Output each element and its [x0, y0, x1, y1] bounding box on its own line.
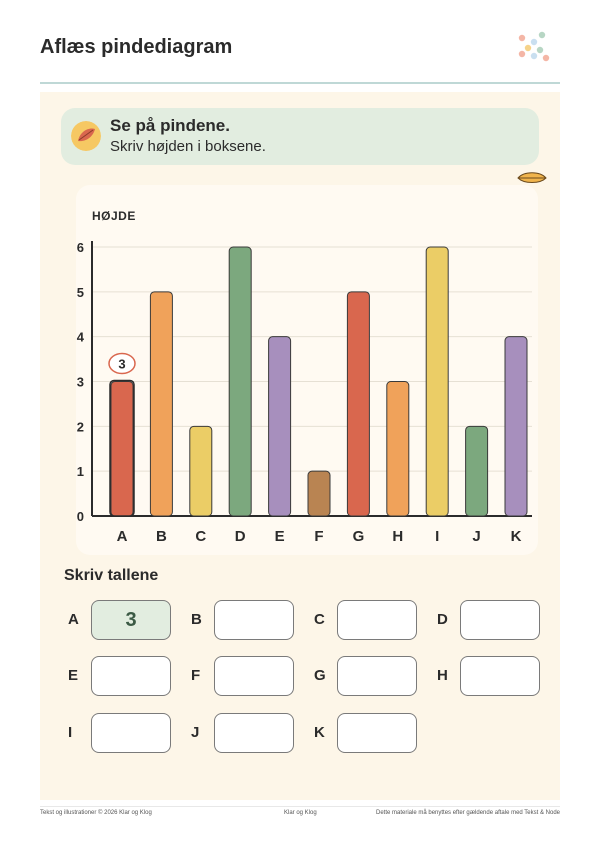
x-tick-label: B: [155, 528, 167, 545]
answer-box-i[interactable]: [91, 713, 171, 753]
bar-a: [111, 382, 133, 517]
page-title: Aflæs pindediagram: [40, 36, 233, 58]
bar-d: [229, 247, 251, 516]
answer-box-f[interactable]: [214, 656, 294, 696]
x-tick-label: F: [314, 528, 324, 545]
answer-box-j[interactable]: [214, 713, 294, 753]
y-axis-label: HØJDE: [92, 209, 136, 223]
answer-label-d: D: [437, 611, 448, 628]
answer-label-a: A: [68, 611, 79, 628]
x-tick-label: H: [392, 528, 404, 545]
answer-box-h[interactable]: [460, 656, 540, 696]
answer-label-g: G: [314, 667, 326, 684]
x-tick-label: K: [510, 528, 522, 545]
answer-label-j: J: [191, 724, 200, 741]
bar-f: [308, 471, 330, 516]
y-tick-label: 6: [76, 240, 84, 255]
y-tick-label: 1: [76, 464, 84, 480]
bar-h: [387, 382, 409, 517]
bar-j: [466, 426, 488, 516]
answer-box-a[interactable]: 3: [91, 600, 171, 640]
answer-label-c: C: [314, 611, 325, 628]
answer-box-c[interactable]: [337, 600, 417, 640]
instruction-subtitle: Skriv højden i boksene.: [110, 138, 266, 155]
x-tick-label: I: [435, 528, 440, 545]
answer-label-b: B: [191, 611, 202, 628]
bar-k: [505, 337, 527, 516]
footer-right: Dette materiale må benyttes efter gældende aftale med Tekst & Node: [376, 810, 560, 816]
answer-label-k: K: [314, 724, 325, 741]
y-tick-label: 5: [76, 284, 84, 300]
footer-center: Klar og Klog: [284, 810, 317, 816]
bar-c: [190, 426, 212, 516]
answer-box-b[interactable]: [214, 600, 294, 640]
answers-heading: Skriv tallene: [64, 567, 159, 584]
footer-divider: [40, 806, 560, 807]
bar-g: [347, 292, 369, 516]
answer-label-h: H: [437, 667, 448, 684]
x-tick-label: A: [116, 528, 128, 545]
answer-label-i: I: [68, 724, 73, 741]
x-tick-label: E: [274, 528, 285, 545]
answer-box-d[interactable]: [460, 600, 540, 640]
x-tick-label: D: [234, 528, 246, 545]
x-tick-label: J: [472, 528, 481, 545]
answer-box-e[interactable]: [91, 656, 171, 696]
answer-box-k[interactable]: [337, 713, 417, 753]
y-tick-label: 2: [76, 419, 84, 435]
bar-e: [269, 337, 291, 516]
footer-left: Tekst og illustrationer © 2026 Klar og Klog: [40, 810, 152, 816]
x-tick-label: G: [352, 528, 365, 545]
bar-i: [426, 247, 448, 516]
y-tick-label: 4: [76, 329, 84, 345]
instruction-title: Se på pindene.: [110, 116, 230, 135]
answer-label-e: E: [68, 667, 79, 684]
answer-box-g[interactable]: [337, 656, 417, 696]
y-tick-label: 0: [76, 509, 84, 524]
answer-label-f: F: [191, 667, 201, 684]
bar-b: [150, 292, 172, 516]
x-tick-label: C: [195, 528, 207, 545]
example-value-label: 3: [118, 356, 126, 372]
y-tick-label: 3: [76, 374, 84, 390]
